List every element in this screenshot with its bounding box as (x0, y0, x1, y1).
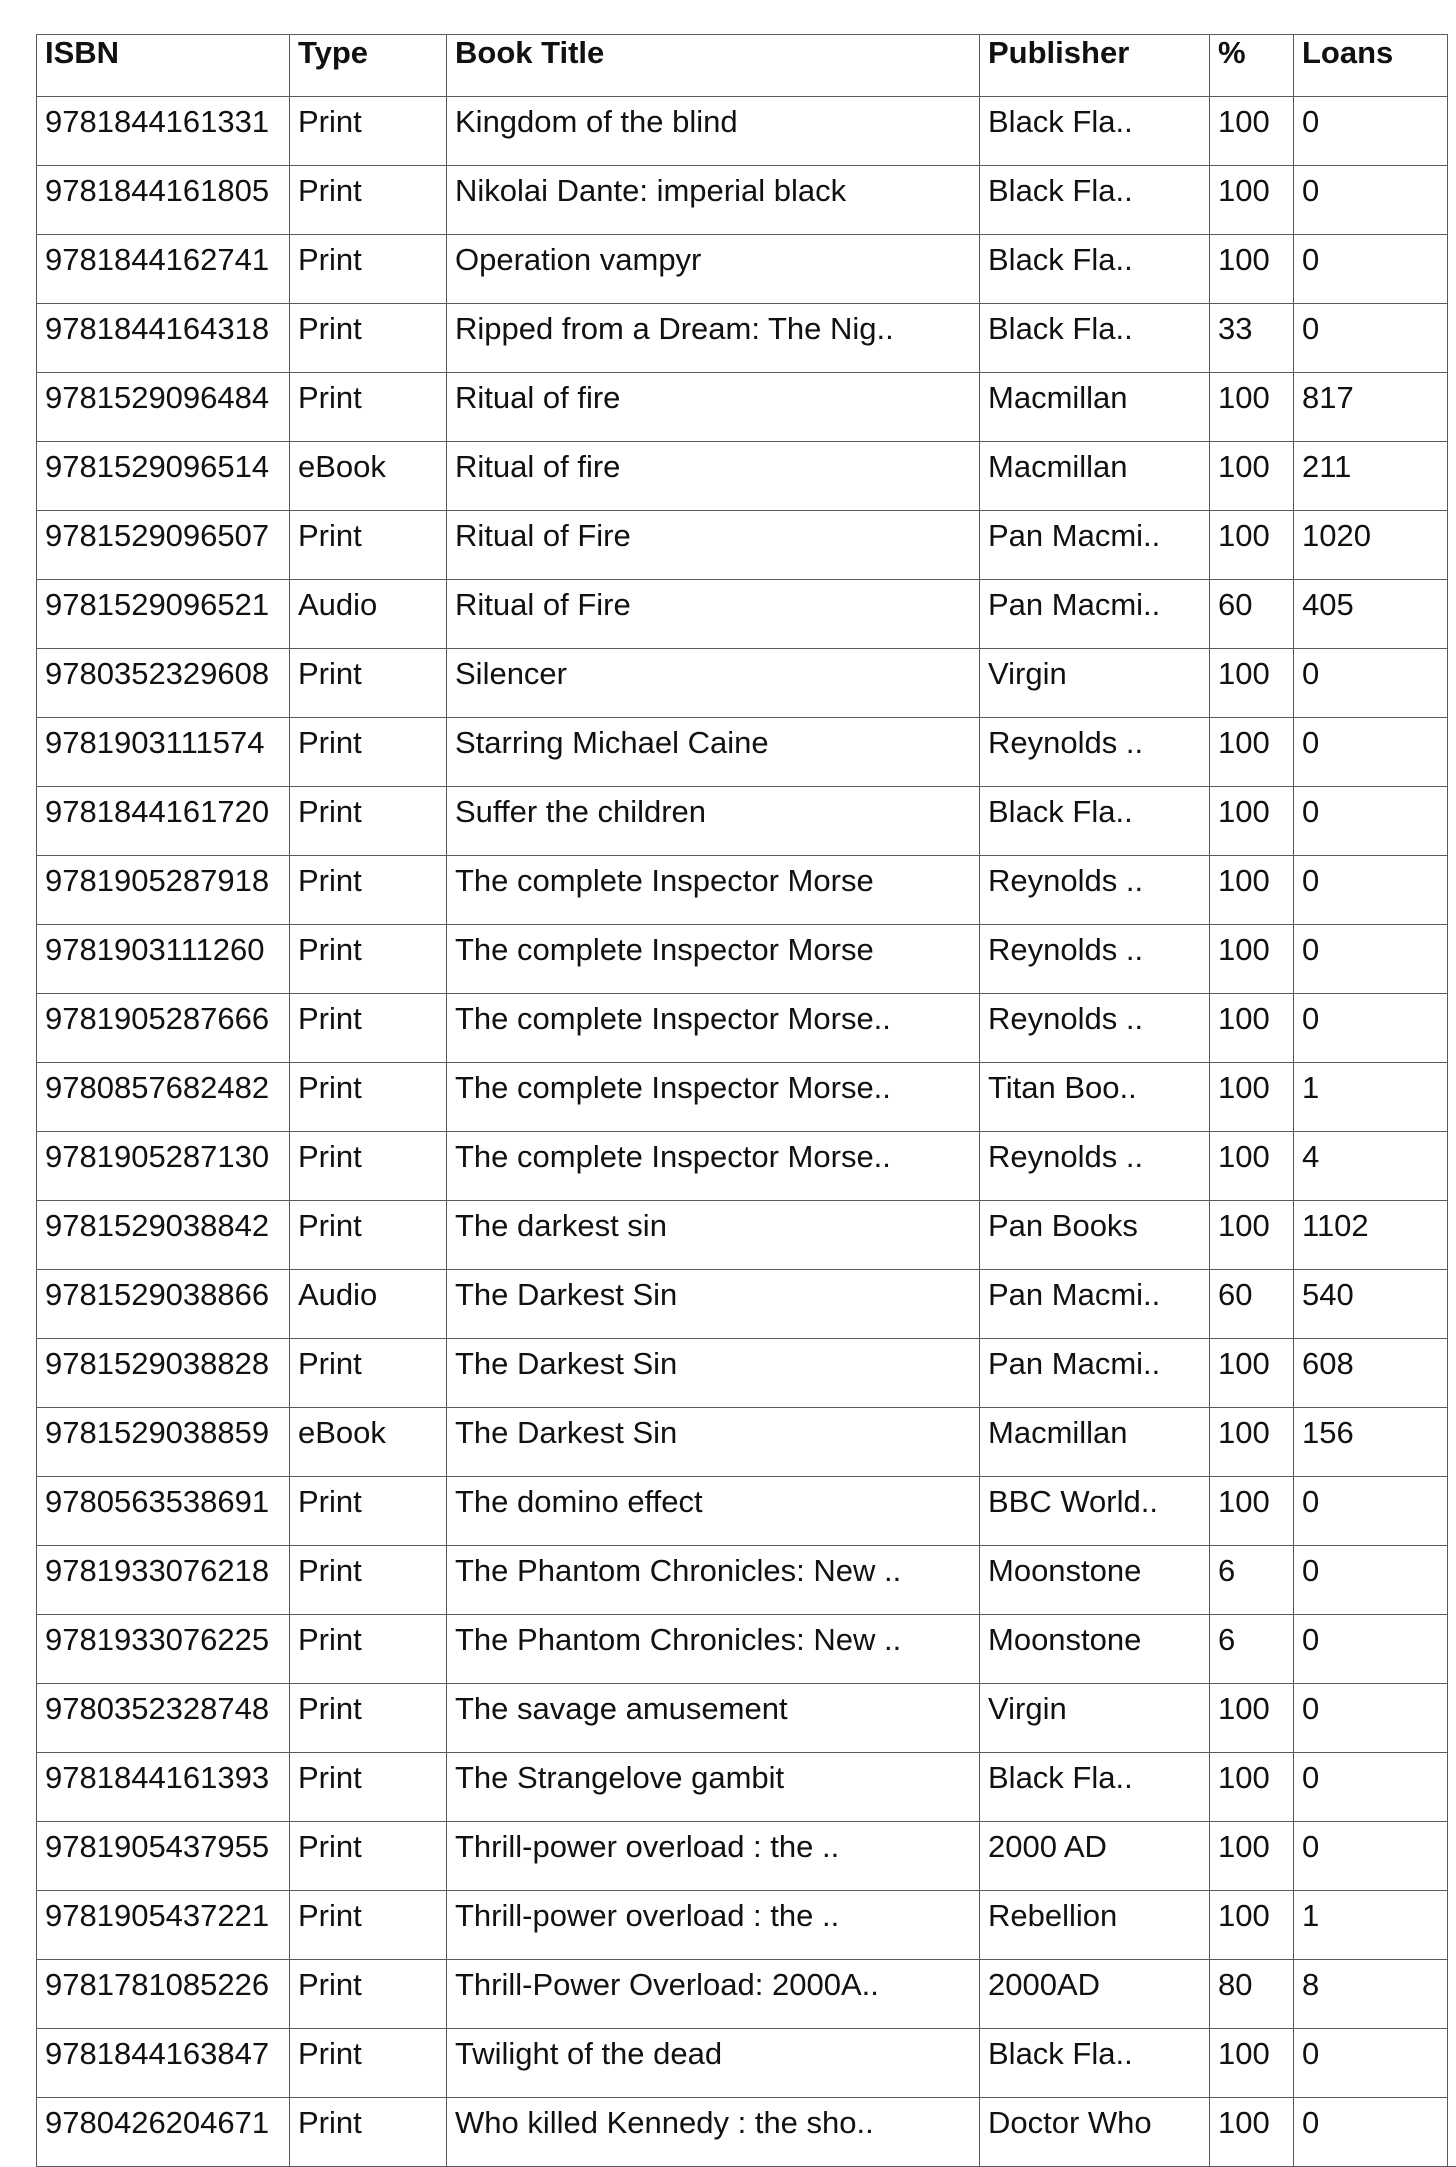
cell-percent: 100 (1210, 1408, 1294, 1477)
cell-extra-column (1448, 1753, 1456, 1822)
cell-percent: 100 (1210, 97, 1294, 166)
cell-isbn: 9781529038842 (37, 1201, 290, 1270)
table-row (37, 580, 1456, 649)
cell-type: Print (290, 1822, 447, 1891)
cell-extra-column (1448, 1822, 1456, 1891)
cell-type: Print (290, 925, 447, 994)
cell-title: Silencer (447, 649, 980, 718)
cell-extra-column (1448, 1201, 1456, 1270)
table-row (37, 994, 1456, 1063)
cell-type: Print (290, 304, 447, 373)
cell-type: Print (290, 1201, 447, 1270)
cell-loans: 0 (1294, 1615, 1448, 1684)
cell-percent: 100 (1210, 1684, 1294, 1753)
cell-extra-column (1448, 1615, 1456, 1684)
cell-title: Thrill-Power Overload: 2000A.. (447, 1960, 980, 2029)
cell-publisher: BBC World.. (980, 1477, 1210, 1546)
header-loans: Loans (1294, 35, 1448, 97)
cell-loans: 0 (1294, 787, 1448, 856)
cell-type: Print (290, 1891, 447, 1960)
cell-percent: 100 (1210, 1891, 1294, 1960)
cell-publisher: Rebellion (980, 1891, 1210, 1960)
cell-isbn: 9780563538691 (37, 1477, 290, 1546)
cell-type: Print (290, 1477, 447, 1546)
cell-percent: 100 (1210, 1201, 1294, 1270)
cell-isbn: 9781529096521 (37, 580, 290, 649)
table-row (37, 1477, 1456, 1546)
cell-percent: 100 (1210, 373, 1294, 442)
table-row (37, 925, 1456, 994)
cell-loans: 0 (1294, 1477, 1448, 1546)
cell-isbn: 9780352329608 (37, 649, 290, 718)
cell-percent: 6 (1210, 1546, 1294, 1615)
cell-extra-column (1448, 1339, 1456, 1408)
cell-isbn: 9781844161720 (37, 787, 290, 856)
cell-title: Thrill-power overload : the .. (447, 1822, 980, 1891)
cell-loans: 0 (1294, 1822, 1448, 1891)
cell-loans: 1020 (1294, 511, 1448, 580)
cell-percent: 100 (1210, 1753, 1294, 1822)
cell-publisher: Pan Macmi.. (980, 580, 1210, 649)
cell-percent: 100 (1210, 1477, 1294, 1546)
cell-type: Print (290, 718, 447, 787)
cell-isbn: 9781529038859 (37, 1408, 290, 1477)
cell-title: The savage amusement (447, 1684, 980, 1753)
cell-title: The Darkest Sin (447, 1408, 980, 1477)
cell-loans: 0 (1294, 649, 1448, 718)
cell-publisher: Black Fla.. (980, 787, 1210, 856)
cell-title: Who killed Kennedy : the sho.. (447, 2098, 980, 2167)
cell-loans: 0 (1294, 925, 1448, 994)
cell-percent: 100 (1210, 718, 1294, 787)
cell-loans: 0 (1294, 718, 1448, 787)
cell-title: Ritual of Fire (447, 580, 980, 649)
cell-type: Print (290, 787, 447, 856)
cell-extra-column (1448, 1132, 1456, 1201)
cell-publisher: Black Fla.. (980, 304, 1210, 373)
cell-percent: 100 (1210, 166, 1294, 235)
table-row (37, 442, 1456, 511)
cell-isbn: 9781529038828 (37, 1339, 290, 1408)
cell-loans: 0 (1294, 235, 1448, 304)
cell-publisher: Moonstone (980, 1615, 1210, 1684)
cell-loans: 211 (1294, 442, 1448, 511)
cell-loans: 405 (1294, 580, 1448, 649)
table-row (37, 235, 1456, 304)
cell-title: The complete Inspector Morse (447, 856, 980, 925)
cell-isbn: 9780352328748 (37, 1684, 290, 1753)
cell-extra-column (1448, 1891, 1456, 1960)
cell-isbn: 9781844161331 (37, 97, 290, 166)
cell-title: Ripped from a Dream: The Nig.. (447, 304, 980, 373)
cell-title: The domino effect (447, 1477, 980, 1546)
cell-type: Print (290, 511, 447, 580)
cell-extra-column (1448, 373, 1456, 442)
cell-publisher: Black Fla.. (980, 235, 1210, 304)
cell-publisher: Pan Macmi.. (980, 511, 1210, 580)
cell-percent: 100 (1210, 235, 1294, 304)
table-body (37, 97, 1456, 2167)
cell-type: Print (290, 2098, 447, 2167)
header-title: Book Title (447, 35, 980, 97)
cell-loans: 8 (1294, 1960, 1448, 2029)
cell-title: The darkest sin (447, 1201, 980, 1270)
cell-title: The complete Inspector Morse.. (447, 1063, 980, 1132)
header-type: Type (290, 35, 447, 97)
cell-publisher: Pan Macmi.. (980, 1339, 1210, 1408)
cell-type: Audio (290, 1270, 447, 1339)
cell-extra-column (1448, 856, 1456, 925)
cell-type: Print (290, 649, 447, 718)
cell-publisher: Titan Boo.. (980, 1063, 1210, 1132)
table-row (37, 1270, 1456, 1339)
cell-type: eBook (290, 442, 447, 511)
cell-type: eBook (290, 1408, 447, 1477)
cell-extra-column (1448, 1477, 1456, 1546)
cell-percent: 100 (1210, 2029, 1294, 2098)
cell-type: Print (290, 2029, 447, 2098)
table-row (37, 97, 1456, 166)
cell-extra-column (1448, 166, 1456, 235)
document-page (36, 34, 1456, 1878)
cell-publisher: Reynolds .. (980, 994, 1210, 1063)
cell-loans: 0 (1294, 994, 1448, 1063)
cell-publisher: Virgin (980, 1684, 1210, 1753)
cell-percent: 100 (1210, 2098, 1294, 2167)
cell-isbn: 9780426204671 (37, 2098, 290, 2167)
cell-type: Audio (290, 580, 447, 649)
cell-type: Print (290, 373, 447, 442)
cell-percent: 100 (1210, 649, 1294, 718)
cell-extra-column (1448, 2029, 1456, 2098)
cell-extra-column (1448, 1684, 1456, 1753)
cell-title: Ritual of fire (447, 373, 980, 442)
cell-loans: 0 (1294, 2098, 1448, 2167)
table-row (37, 1615, 1456, 1684)
cell-title: Suffer the children (447, 787, 980, 856)
cell-isbn: 9781529096507 (37, 511, 290, 580)
cell-extra-column (1448, 1408, 1456, 1477)
cell-publisher: Virgin (980, 649, 1210, 718)
cell-isbn: 9781844163847 (37, 2029, 290, 2098)
table-row (37, 2029, 1456, 2098)
cell-extra-column (1448, 718, 1456, 787)
cell-loans: 156 (1294, 1408, 1448, 1477)
table-row (37, 166, 1456, 235)
cell-percent: 100 (1210, 856, 1294, 925)
table-row (37, 649, 1456, 718)
cell-percent: 100 (1210, 925, 1294, 994)
cell-type: Print (290, 1063, 447, 1132)
cell-loans: 1 (1294, 1891, 1448, 1960)
cell-loans: 1 (1294, 1063, 1448, 1132)
cell-extra-column (1448, 1063, 1456, 1132)
cell-isbn: 9781933076225 (37, 1615, 290, 1684)
cell-title: The Phantom Chronicles: New .. (447, 1546, 980, 1615)
cell-isbn: 9781903111574 (37, 718, 290, 787)
cell-loans: 817 (1294, 373, 1448, 442)
header-publisher: Publisher (980, 35, 1210, 97)
cell-percent: 60 (1210, 1270, 1294, 1339)
cell-publisher: Macmillan (980, 442, 1210, 511)
cell-title: Twilight of the dead (447, 2029, 980, 2098)
cell-extra-column (1448, 97, 1456, 166)
cell-extra-column (1448, 787, 1456, 856)
cell-title: Operation vampyr (447, 235, 980, 304)
cell-isbn: 9781844161393 (37, 1753, 290, 1822)
cell-publisher: Black Fla.. (980, 1753, 1210, 1822)
table-row (37, 1132, 1456, 1201)
cell-type: Print (290, 1684, 447, 1753)
cell-percent: 100 (1210, 442, 1294, 511)
cell-publisher: Pan Books (980, 1201, 1210, 1270)
cell-extra-column (1448, 1960, 1456, 2029)
cell-percent: 6 (1210, 1615, 1294, 1684)
cell-type: Print (290, 1339, 447, 1408)
cell-isbn: 9781844164318 (37, 304, 290, 373)
cell-type: Print (290, 235, 447, 304)
table-row (37, 373, 1456, 442)
cell-extra-column (1448, 580, 1456, 649)
cell-isbn: 9781905287666 (37, 994, 290, 1063)
cell-percent: 100 (1210, 787, 1294, 856)
cell-type: Print (290, 1615, 447, 1684)
cell-extra-column (1448, 2098, 1456, 2167)
table-row (37, 1822, 1456, 1891)
table-row (37, 1408, 1456, 1477)
cell-publisher: Black Fla.. (980, 166, 1210, 235)
cell-percent: 33 (1210, 304, 1294, 373)
table-row (37, 718, 1456, 787)
cell-publisher: Reynolds .. (980, 718, 1210, 787)
cell-loans: 0 (1294, 1546, 1448, 1615)
cell-type: Print (290, 97, 447, 166)
header-percent: % (1210, 35, 1294, 97)
cell-isbn: 9781844162741 (37, 235, 290, 304)
cell-isbn: 9781905287130 (37, 1132, 290, 1201)
cell-title: Ritual of fire (447, 442, 980, 511)
header-row (37, 35, 1456, 97)
cell-title: The Darkest Sin (447, 1339, 980, 1408)
cell-extra-column (1448, 994, 1456, 1063)
cell-percent: 100 (1210, 511, 1294, 580)
cell-extra-column (1448, 1546, 1456, 1615)
cell-type: Print (290, 1753, 447, 1822)
cell-loans: 0 (1294, 166, 1448, 235)
cell-percent: 100 (1210, 1063, 1294, 1132)
table-row (37, 1339, 1456, 1408)
table-row (37, 1684, 1456, 1753)
cell-publisher: Reynolds .. (980, 925, 1210, 994)
cell-extra-column (1448, 442, 1456, 511)
cell-type: Print (290, 1132, 447, 1201)
cell-isbn: 9781905437221 (37, 1891, 290, 1960)
cell-isbn: 9781844161805 (37, 166, 290, 235)
cell-extra-column (1448, 1270, 1456, 1339)
table-row (37, 1201, 1456, 1270)
cell-publisher: 2000 AD (980, 1822, 1210, 1891)
cell-type: Print (290, 994, 447, 1063)
cell-extra-column (1448, 235, 1456, 304)
cell-isbn: 9781905437955 (37, 1822, 290, 1891)
table-row (37, 1753, 1456, 1822)
cell-publisher: Macmillan (980, 1408, 1210, 1477)
cell-isbn: 9781529096484 (37, 373, 290, 442)
cell-title: Thrill-power overload : the .. (447, 1891, 980, 1960)
table-row (37, 1063, 1456, 1132)
table-row (37, 787, 1456, 856)
cell-extra-column (1448, 304, 1456, 373)
table-row (37, 511, 1456, 580)
cell-extra-column (1448, 649, 1456, 718)
table-row (37, 1960, 1456, 2029)
cell-publisher: Moonstone (980, 1546, 1210, 1615)
cell-publisher: Macmillan (980, 373, 1210, 442)
table-row (37, 2098, 1456, 2167)
cell-title: The Strangelove gambit (447, 1753, 980, 1822)
table-row (37, 304, 1456, 373)
cell-percent: 100 (1210, 1132, 1294, 1201)
cell-isbn: 9781933076218 (37, 1546, 290, 1615)
cell-isbn: 9781781085226 (37, 1960, 290, 2029)
cell-loans: 4 (1294, 1132, 1448, 1201)
cell-title: The complete Inspector Morse (447, 925, 980, 994)
cell-percent: 100 (1210, 1339, 1294, 1408)
cell-loans: 608 (1294, 1339, 1448, 1408)
cell-isbn: 9781529096514 (37, 442, 290, 511)
cell-type: Print (290, 1546, 447, 1615)
header-extra-column (1448, 35, 1456, 97)
cell-percent: 100 (1210, 994, 1294, 1063)
cell-loans: 0 (1294, 97, 1448, 166)
cell-extra-column (1448, 925, 1456, 994)
cell-type: Print (290, 166, 447, 235)
cell-extra-column (1448, 511, 1456, 580)
cell-loans: 0 (1294, 2029, 1448, 2098)
cell-publisher: Doctor Who (980, 2098, 1210, 2167)
cell-title: The complete Inspector Morse.. (447, 1132, 980, 1201)
cell-percent: 60 (1210, 580, 1294, 649)
table-row (37, 856, 1456, 925)
cell-type: Print (290, 856, 447, 925)
cell-title: Nikolai Dante: imperial black (447, 166, 980, 235)
header-isbn: ISBN (37, 35, 290, 97)
cell-title: The Phantom Chronicles: New .. (447, 1615, 980, 1684)
cell-publisher: Reynolds .. (980, 1132, 1210, 1201)
cell-isbn: 9781903111260 (37, 925, 290, 994)
cell-loans: 0 (1294, 1753, 1448, 1822)
cell-publisher: Reynolds .. (980, 856, 1210, 925)
cell-title: Starring Michael Caine (447, 718, 980, 787)
cell-type: Print (290, 1960, 447, 2029)
cell-title: Kingdom of the blind (447, 97, 980, 166)
cell-publisher: Black Fla.. (980, 97, 1210, 166)
cell-publisher: Black Fla.. (980, 2029, 1210, 2098)
cell-isbn: 9781905287918 (37, 856, 290, 925)
cell-isbn: 9781529038866 (37, 1270, 290, 1339)
cell-percent: 80 (1210, 1960, 1294, 2029)
cell-isbn: 9780857682482 (37, 1063, 290, 1132)
cell-title: Ritual of Fire (447, 511, 980, 580)
cell-loans: 0 (1294, 304, 1448, 373)
cell-title: The complete Inspector Morse.. (447, 994, 980, 1063)
cell-loans: 540 (1294, 1270, 1448, 1339)
cell-loans: 1102 (1294, 1201, 1448, 1270)
cell-title: The Darkest Sin (447, 1270, 980, 1339)
cell-loans: 0 (1294, 856, 1448, 925)
cell-percent: 100 (1210, 1822, 1294, 1891)
table-row (37, 1546, 1456, 1615)
cell-loans: 0 (1294, 1684, 1448, 1753)
cell-publisher: 2000AD (980, 1960, 1210, 2029)
table-row (37, 1891, 1456, 1960)
cell-publisher: Pan Macmi.. (980, 1270, 1210, 1339)
loans-table (36, 34, 1456, 2167)
